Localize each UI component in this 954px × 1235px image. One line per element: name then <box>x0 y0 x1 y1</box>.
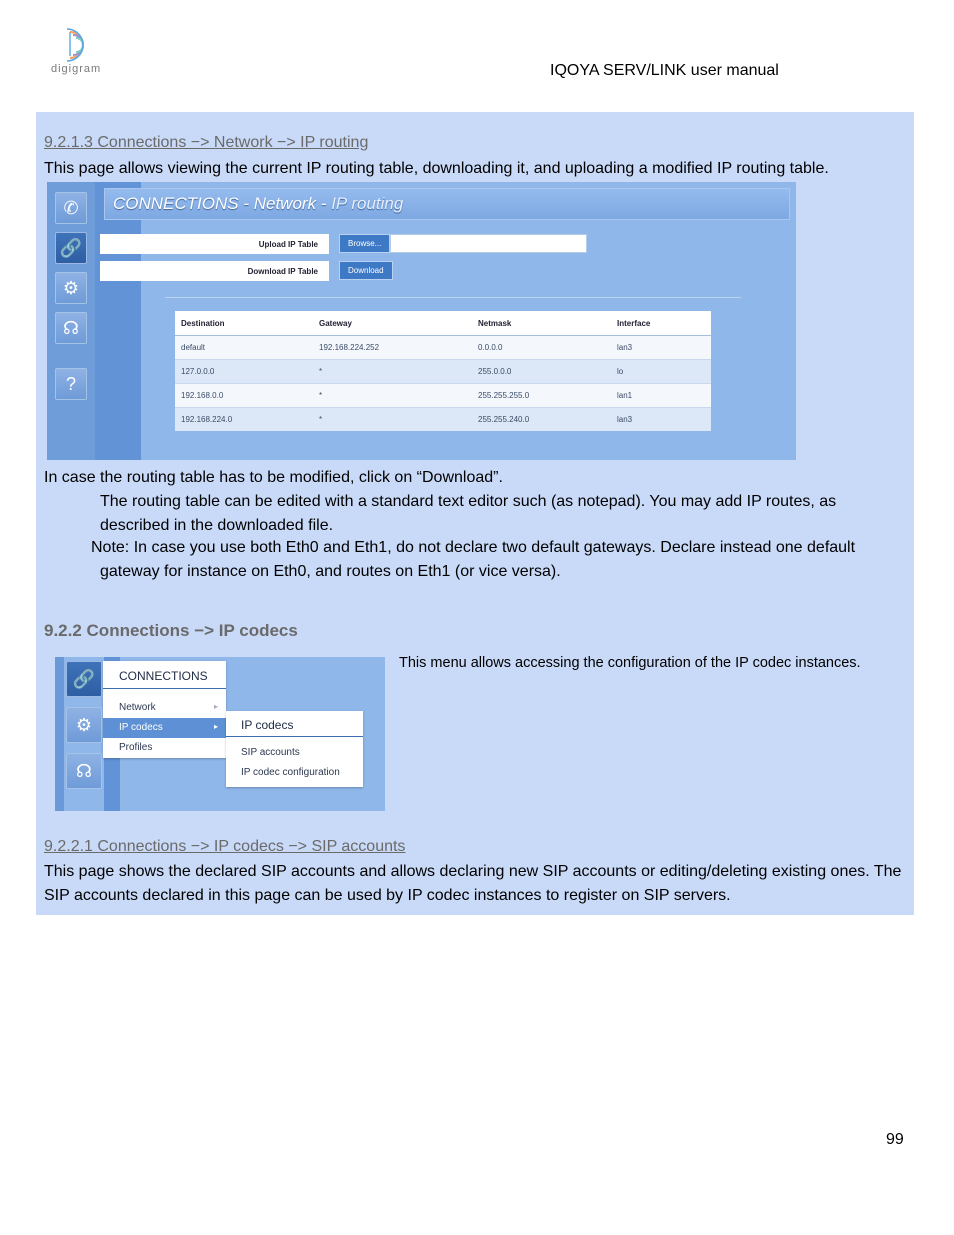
menu-divider <box>103 688 226 689</box>
browse-button[interactable]: Browse... <box>339 234 390 253</box>
menu-item-network[interactable] <box>103 698 226 718</box>
page-number: 99 <box>886 1131 904 1148</box>
column-header: Netmask <box>472 311 611 336</box>
menu-item-label: IP codecs <box>119 722 163 733</box>
document-title: IQOYA SERV/LINK user manual <box>550 62 779 79</box>
cell-interface: lan3 <box>611 408 711 432</box>
chevron-right-icon: ▸ <box>213 722 218 731</box>
menu-item-profiles[interactable] <box>103 738 226 758</box>
submenu-item-ip-codec-configuration[interactable] <box>226 763 363 783</box>
gears-icon[interactable]: ⚙ <box>66 707 102 743</box>
cell-interface: lan3 <box>611 336 711 360</box>
column-header: Gateway <box>313 311 472 336</box>
cell-destination: 127.0.0.0 <box>175 360 313 384</box>
chevron-right-icon: ▸ <box>213 702 218 711</box>
upload-ip-table-row <box>100 234 329 254</box>
connections-menu <box>103 661 226 758</box>
upload-ip-table-label: Upload IP Table <box>258 240 318 249</box>
section-heading-ip-codecs: 9.2.2 Connections −> IP codecs <box>44 621 298 640</box>
divider <box>165 297 741 298</box>
ip-codecs-menu-screenshot <box>55 657 385 811</box>
table-row <box>175 384 711 408</box>
menu-title: CONNECTIONS <box>119 669 208 683</box>
menu-item-label: Network <box>119 702 156 713</box>
cell-netmask: 255.255.240.0 <box>472 408 611 432</box>
cell-gateway: 192.168.224.252 <box>313 336 472 360</box>
submenu-title: IP codecs <box>241 718 294 732</box>
headphones-icon[interactable]: ☊ <box>66 753 102 789</box>
cell-netmask: 0.0.0.0 <box>472 336 611 360</box>
link-icon[interactable]: 🔗 <box>55 232 87 264</box>
submenu-item-sip-accounts[interactable] <box>226 743 363 763</box>
ip-routing-intro: This page allows viewing the current IP routing table, downloading it, and uploading a modified IP routing table. <box>44 160 829 177</box>
column-header: Destination <box>175 311 313 336</box>
table-row <box>175 408 711 432</box>
table-row <box>175 360 711 384</box>
section-heading-ip-routing[interactable]: 9.2.1.3 Connections −> Network −> IP routing <box>44 134 369 151</box>
download-ip-table-label: Download IP Table <box>247 267 318 276</box>
cell-interface: lo <box>611 360 711 384</box>
sidebar-gutter <box>95 182 141 460</box>
link-icon[interactable]: 🔗 <box>66 661 102 697</box>
cell-netmask: 255.0.0.0 <box>472 360 611 384</box>
cell-destination: default <box>175 336 313 360</box>
screen-title-bar <box>104 188 790 220</box>
routing-modify-instruction: In case the routing table has to be modified, click on “Download”. <box>44 469 503 486</box>
sidebar-edge <box>55 657 64 811</box>
routing-table <box>175 311 711 431</box>
download-ip-table-row <box>100 261 329 281</box>
cell-netmask: 255.255.255.0 <box>472 384 611 408</box>
column-header: Interface <box>611 311 711 336</box>
phone-icon[interactable]: ✆ <box>55 192 87 224</box>
cell-interface: lan1 <box>611 384 711 408</box>
download-button[interactable]: Download <box>339 261 393 280</box>
submenu-item-label: IP codec configuration <box>241 767 340 778</box>
submenu-item-label: SIP accounts <box>241 747 300 758</box>
logo-wordmark: digigram <box>51 63 102 75</box>
menu-item-label: Profiles <box>119 742 153 753</box>
cell-destination: 192.168.224.0 <box>175 408 313 432</box>
section-heading-sip-accounts[interactable]: 9.2.2.1 Connections −> IP codecs −> SIP accounts <box>44 838 406 855</box>
routing-edit-note: The routing table can be edited with a standard text editor such (as notepad). You may add IP routes, as described in the downloaded file. <box>100 493 837 534</box>
menu-item-ip-codecs[interactable] <box>103 718 226 738</box>
ip-codecs-submenu <box>226 711 363 787</box>
table-row <box>175 336 711 360</box>
cell-gateway: * <box>313 360 472 384</box>
gears-icon[interactable]: ⚙ <box>55 272 87 304</box>
cell-gateway: * <box>313 408 472 432</box>
cell-gateway: * <box>313 384 472 408</box>
table-header-row <box>175 311 711 336</box>
ip-routing-screenshot <box>47 182 796 460</box>
screen-title: CONNECTIONS - Network - IP routing <box>113 194 404 213</box>
default-gateway-note: Note: In case you use both Eth0 and Eth1, do not declare two default gateways. Declare instead one default gateway for instance on Eth0, and routes on Eth1 (or vice versa). <box>91 539 856 580</box>
ip-codecs-intro: This menu allows accessing the configuration of the IP codec instances. <box>399 655 861 671</box>
cell-destination: 192.168.0.0 <box>175 384 313 408</box>
file-path-input[interactable] <box>390 234 587 253</box>
sip-accounts-intro: This page shows the declared SIP accounts and allows declaring new SIP accounts or editing/deleting existing ones. The SIP accounts declared in this page can be used by IP codec instances to register on SIP servers. <box>44 863 902 904</box>
help-icon[interactable]: ? <box>55 368 87 400</box>
headphones-icon[interactable]: ☊ <box>55 312 87 344</box>
submenu-divider <box>226 736 363 737</box>
